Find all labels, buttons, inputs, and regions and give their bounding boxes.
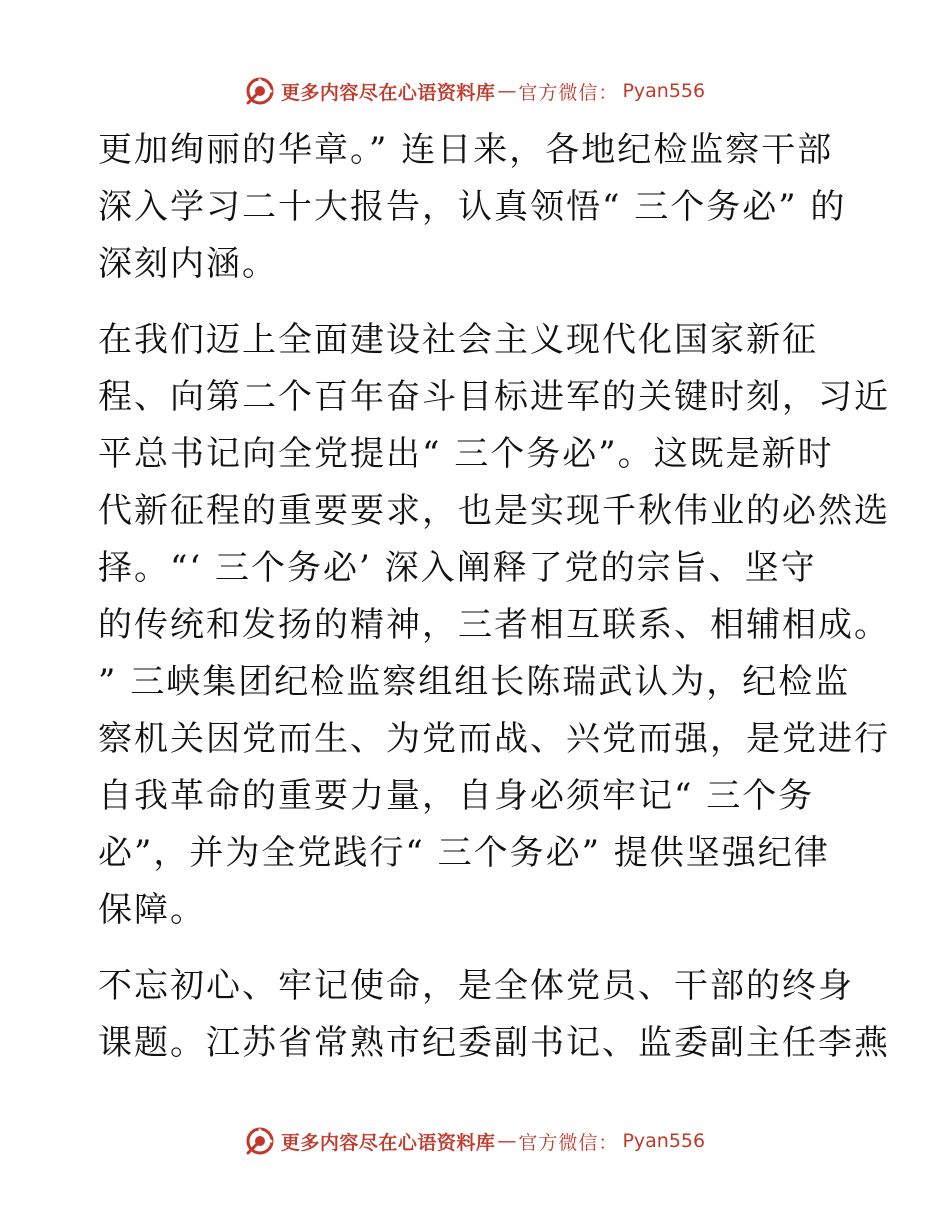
text-line: 更加绚丽的华章。” 连日来，各地纪检监察干部	[98, 130, 834, 170]
text-line: 在我们迈上全面建设社会主义现代化国家新征	[98, 320, 818, 360]
text-line: 保障。	[98, 890, 206, 930]
watermark-official: 官方微信：	[518, 81, 619, 104]
text-line: 自我革命的重要力量，自身必须牢记“ 三个务	[98, 776, 815, 816]
text-line: ” 三峡集团纪检监察组组长陈瑞武认为，纪检监	[98, 662, 851, 702]
pen-logo-icon	[245, 76, 275, 106]
text-line: 课题。江苏省常熟市纪委副书记、监委副主任李燕	[98, 1023, 890, 1063]
watermark-footer	[0, 1124, 950, 1158]
watermark-dash: —	[497, 1130, 517, 1152]
watermark-dash: —	[497, 80, 517, 102]
document-body	[98, 122, 890, 1072]
watermark-header	[0, 74, 950, 108]
text-line: 察机关因党而生、为党而战、兴党而强，是党进行	[98, 719, 890, 759]
paragraph-1	[98, 122, 858, 293]
text-line: 深入学习二十大报告，认真领悟“ 三个务必” 的	[98, 187, 847, 227]
text-line: 必”，并为全党践行“ 三个务必” 提供坚强纪律	[98, 833, 830, 873]
watermark-wechat-id: Pyan556	[622, 1130, 706, 1152]
text-line: 择。“‘ 三个务必’ 深入阐释了党的宗旨、坚守	[98, 548, 817, 588]
pen-logo-icon	[245, 1126, 275, 1156]
text-line: 代新征程的重要要求，也是实现千秋伟业的必然选	[98, 491, 890, 531]
text-line: 的传统和发扬的精神，三者相互联系、相辅相成。	[98, 605, 890, 645]
watermark-brand: 更多内容尽在心语资料库	[280, 1131, 496, 1154]
text-line: 不忘初心、牢记使命，是全体党员、干部的终身	[98, 966, 854, 1006]
watermark-official: 官方微信：	[518, 1131, 619, 1154]
paragraph-3	[98, 958, 890, 1072]
paragraph-2	[98, 312, 890, 939]
text-line: 深刻内涵。	[98, 244, 278, 284]
text-line: 平总书记向全党提出“ 三个务必”。这既是新时	[98, 434, 834, 474]
watermark-wechat-id: Pyan556	[622, 80, 706, 102]
text-line: 程、向第二个百年奋斗目标进军的关键时刻，习近	[98, 377, 890, 417]
watermark-brand: 更多内容尽在心语资料库	[280, 81, 496, 104]
